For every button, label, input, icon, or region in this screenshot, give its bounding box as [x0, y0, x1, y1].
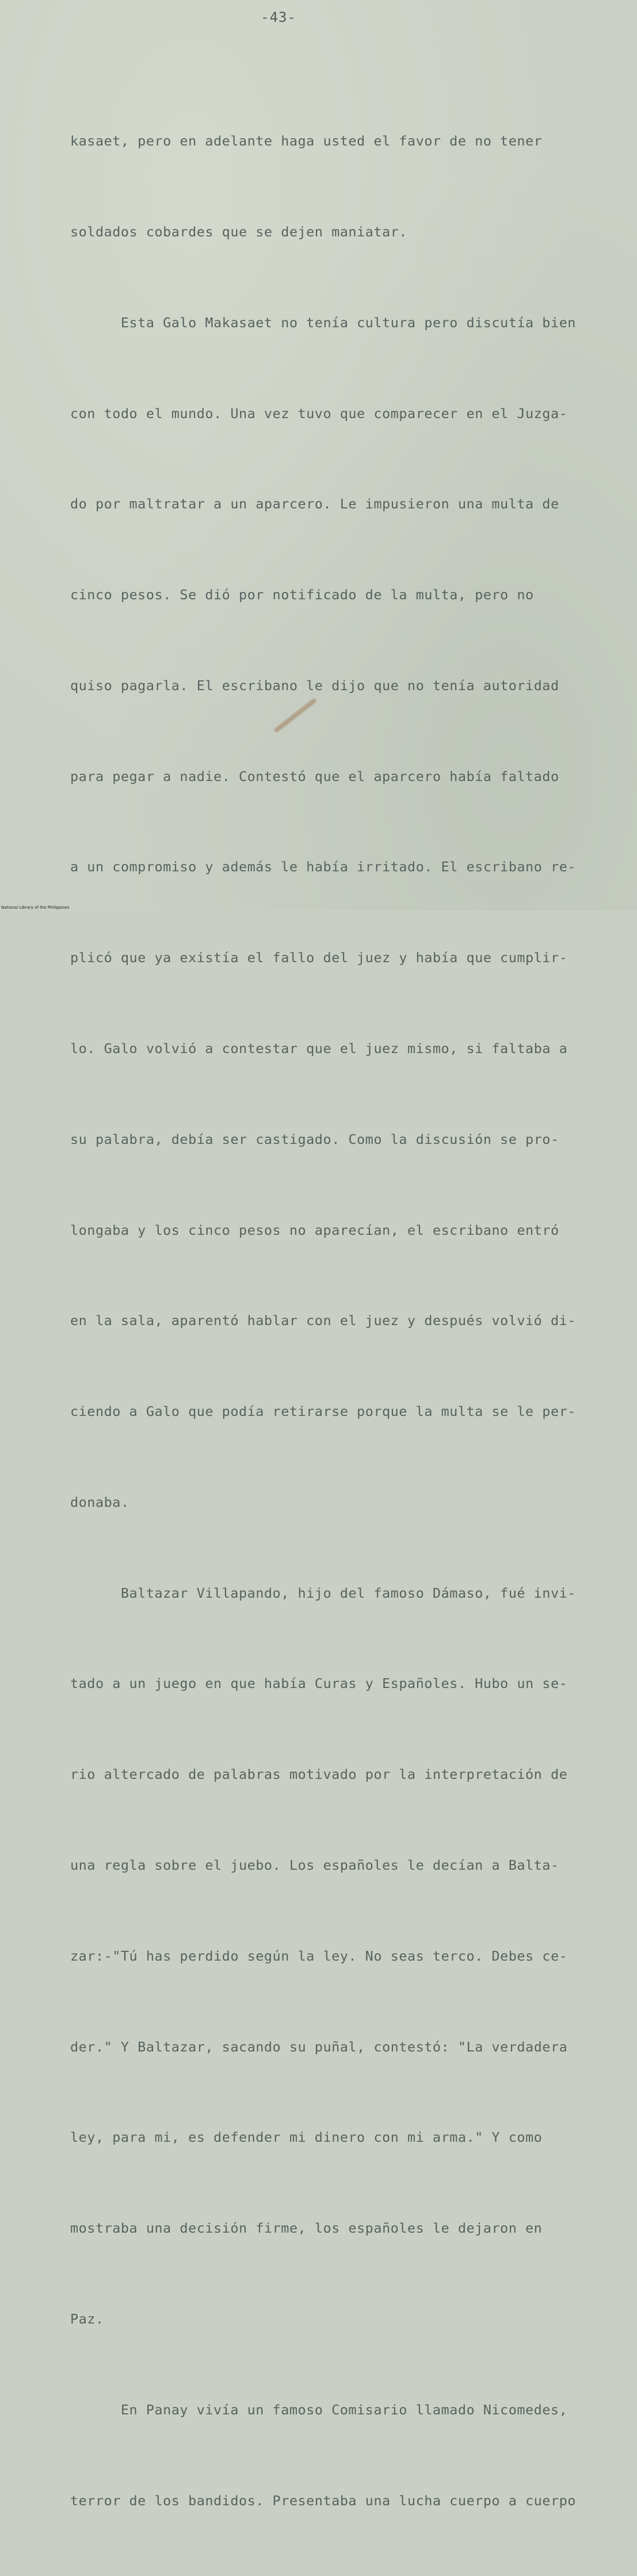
text-line: terror de los bandidos. Presentaba una lucha cuerpo a cuerpo	[70, 2492, 576, 2509]
text-line: Baltazar Villapando, hijo del famoso Dámaso, fué invi-	[70, 1584, 576, 1601]
text-line: rio altercado de palabras motivado por la interpretación de	[70, 1766, 568, 1783]
text-line: ley, para mi, es defender mi dinero con mi arma." Y como	[70, 2129, 543, 2146]
page-number: -43-	[261, 9, 296, 25]
text-line: mostraba una decisión firme, los españoles le dejaron en	[70, 2220, 543, 2237]
text-line: En Panay vivía un famoso Comisario llamado Nicomedes,	[70, 2401, 568, 2418]
text-line: Esta Galo Makasaet no tenía cultura pero discutía bien	[70, 314, 576, 331]
text-line: Paz.	[70, 2310, 104, 2327]
text-line: do por maltratar a un aparcero. Le impusieron una multa de	[70, 496, 559, 512]
text-line: tado a un juego en que había Curas y Españoles. Hubo un se-	[70, 1675, 568, 1692]
text-line: una regla sobre el juebo. Los españoles le decían a Balta-	[70, 1857, 559, 1874]
body-text	[70, 66, 611, 2576]
library-footer: National Library of the Philippines	[1, 905, 70, 910]
text-line: con todo el mundo. Una vez tuvo que comparecer en el Juzga-	[70, 405, 568, 422]
text-line: zar:-"Tú has perdido según la ley. No seas terco. Debes ce-	[70, 1947, 568, 1964]
text-line: kasaet, pero en adelante haga usted el favor de no tener	[70, 133, 543, 150]
text-line: longaba y los cinco pesos no aparecían, el escribano entró	[70, 1222, 559, 1238]
text-line: en la sala, aparentó hablar con el juez y después volvió di-	[70, 1312, 576, 1329]
text-line: der." Y Baltazar, sacando su puñal, contestó: "La verdadera	[70, 2038, 568, 2055]
text-line: quiso pagarla. El escribano le dijo que no tenía autoridad	[70, 677, 559, 694]
text-line: lo. Galo volvió a contestar que el juez mismo, si faltaba a	[70, 1040, 568, 1057]
text-line: soldados cobardes que se dejen maniatar.	[70, 223, 407, 240]
text-line: plicó que ya existía el fallo del juez y había que cumplir-	[70, 950, 568, 966]
text-line: a un compromiso y además le había irritado. El escribano re-	[70, 859, 576, 875]
text-line: para pegar a nadie. Contestó que el aparcero había faltado	[70, 768, 559, 784]
text-line: ciendo a Galo que podía retirarse porque la multa se le per-	[70, 1403, 576, 1420]
text-line: donaba.	[70, 1494, 129, 1510]
text-line: cinco pesos. Se dió por notificado de la multa, pero no	[70, 587, 534, 603]
text-line: su palabra, debía ser castigado. Como la discusión se pro-	[70, 1131, 559, 1147]
